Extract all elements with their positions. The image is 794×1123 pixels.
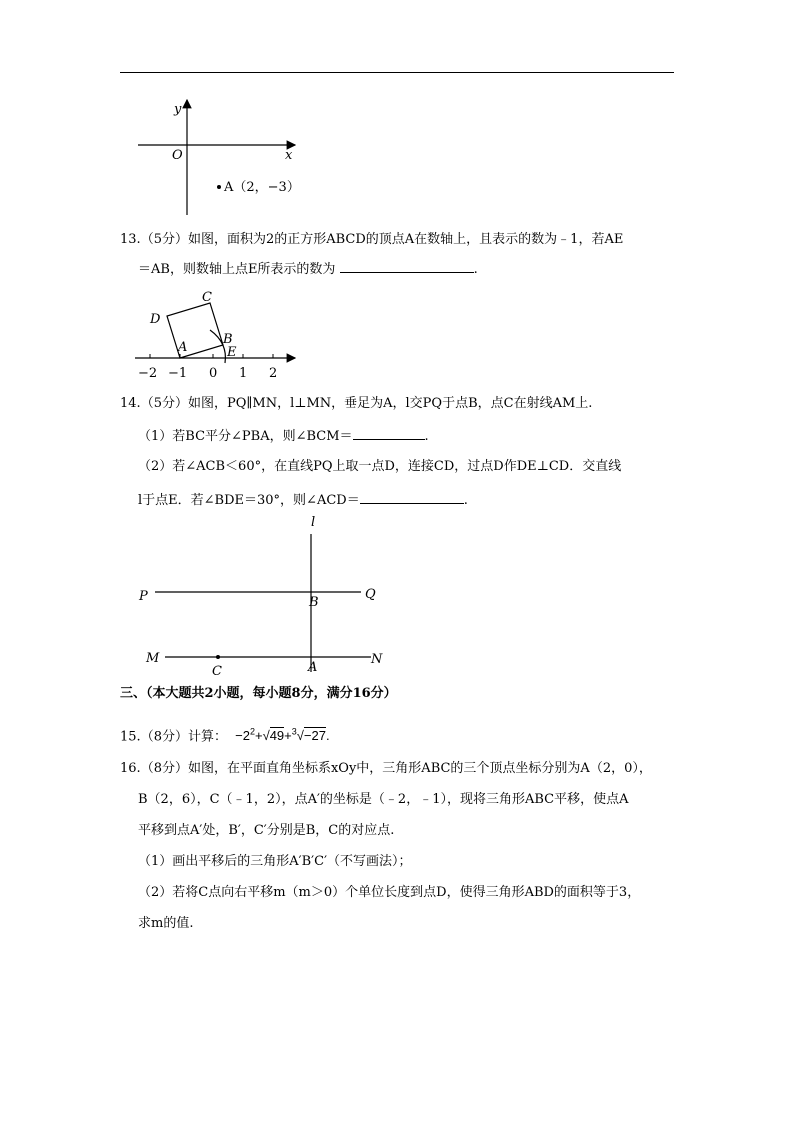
q16-score: （8分） xyxy=(140,761,188,776)
label-c: C xyxy=(202,290,212,305)
q14-part2-line1 xyxy=(138,459,621,475)
origin-label: O xyxy=(172,148,183,163)
tick-label-1: 1 xyxy=(239,366,248,381)
q13-answer-blank[interactable] xyxy=(340,260,474,273)
q16-number: 16. xyxy=(120,761,141,776)
tick-label-0: 0 xyxy=(209,366,218,381)
point-c-dot xyxy=(216,655,220,659)
tick-label-2: 2 xyxy=(269,366,278,381)
label-c: C xyxy=(212,664,222,679)
tick-label-minus1: −1 xyxy=(168,366,188,381)
q14-figure xyxy=(130,512,400,680)
q14-part1-blank[interactable] xyxy=(353,427,425,440)
q15-score: （8分） xyxy=(140,729,188,745)
y-axis-label: y xyxy=(174,102,182,117)
q14-part1-end: . xyxy=(424,429,429,444)
q16-part1: （1）画出平移后的三角形A′B′C′（不写画法）； xyxy=(138,854,412,869)
point-a-dot xyxy=(217,185,221,189)
sqrt-icon: √ xyxy=(262,728,270,744)
q14-score: （5分） xyxy=(140,396,188,411)
q15-exponent: 2 xyxy=(249,727,255,737)
q15-minus-two: −2 xyxy=(235,728,250,744)
label-a: A xyxy=(308,660,318,675)
q14-part2-text1: （2）若∠ACB＜60°，在直线PQ上取一点D，连接CD，过点D作DE⊥CD．交直线 xyxy=(138,459,622,474)
q13-number: 13. xyxy=(120,232,141,247)
q15-expr-end: . xyxy=(325,728,330,744)
q15-text: 计算： xyxy=(187,729,227,745)
label-e: E xyxy=(227,345,237,360)
q15-line xyxy=(120,724,330,745)
q16-line2: B（2，6），C（﹣1，2），点A′的坐标是（﹣2，﹣1），现将三角形ABC平移，使点A xyxy=(138,792,629,807)
point-a-label: A（2，−3） xyxy=(224,180,300,195)
q14-part2-text2: l于点E．若∠BDE＝30°，则∠ACD＝ xyxy=(138,493,360,508)
q14-part1-text: （1）若BC平分∠PBA，则∠BCM＝ xyxy=(138,429,353,444)
q15-sqrt-radicand: 49 xyxy=(269,728,285,744)
q13-text-line1: 如图，面积为2的正方形ABCD的顶点A在数轴上，且表示的数为﹣1，若AE xyxy=(187,232,624,247)
q14-stem xyxy=(120,396,592,412)
q13-figure xyxy=(130,285,310,385)
label-q: Q xyxy=(365,587,376,602)
q16-line3: 平移到点A′处，B′，C′分别是B，C的对应点. xyxy=(138,823,395,838)
q13-line2-end: . xyxy=(473,262,478,277)
label-b: B xyxy=(309,595,319,610)
cbrt-icon: √ xyxy=(296,728,304,744)
section3-title: 三、（本大题共2小题，每小题8分，满分16分） xyxy=(120,686,397,701)
q15-number: 15. xyxy=(120,729,141,745)
label-d: D xyxy=(150,312,161,327)
q15-plus1: + xyxy=(254,728,263,744)
q14-part1 xyxy=(138,427,429,445)
tick-label-minus2: −2 xyxy=(138,366,158,381)
square-abcd xyxy=(167,303,223,358)
label-l: l xyxy=(311,515,316,530)
q13-text-line2: ＝AB，则数轴上点E所表示的数为 xyxy=(138,262,336,277)
label-b: B xyxy=(223,332,233,347)
q12-figure xyxy=(130,95,310,220)
label-m: M xyxy=(146,651,160,666)
q13-line1 xyxy=(120,232,623,248)
q16-line1 xyxy=(120,761,652,777)
q14-part2-blank[interactable] xyxy=(360,491,464,504)
label-a: A xyxy=(178,340,188,355)
q14-part2-line2 xyxy=(138,491,468,509)
label-n: N xyxy=(371,652,383,667)
q16-part2-line1: （2）若将C点向右平移m（m＞0）个单位长度到点D，使得三角形ABD的面积等于3， xyxy=(138,885,641,900)
q15-cbrt-radicand: −27 xyxy=(303,728,326,744)
q14-stem-text: 如图，PQ∥MN，l⊥MN，垂足为A，l交PQ于点B，点C在射线AM上. xyxy=(187,396,593,411)
q13-line2 xyxy=(138,260,478,278)
q16-text-line1: 如图，在平面直角坐标系xOy中，三角形ABC的三个顶点坐标分别为A（2，0）， xyxy=(187,761,652,776)
header-rule xyxy=(120,72,674,73)
q13-score: （5分） xyxy=(140,232,188,247)
q14-part2-end: . xyxy=(463,493,468,508)
x-axis-label: x xyxy=(285,148,293,163)
label-p: P xyxy=(139,589,148,604)
q14-number: 14. xyxy=(120,396,141,411)
q15-cbrt-index: 3 xyxy=(291,727,297,737)
q16-part2-line2: 求m的值. xyxy=(138,916,194,931)
q15-expression xyxy=(235,728,329,743)
q15-plus2: + xyxy=(284,728,292,744)
